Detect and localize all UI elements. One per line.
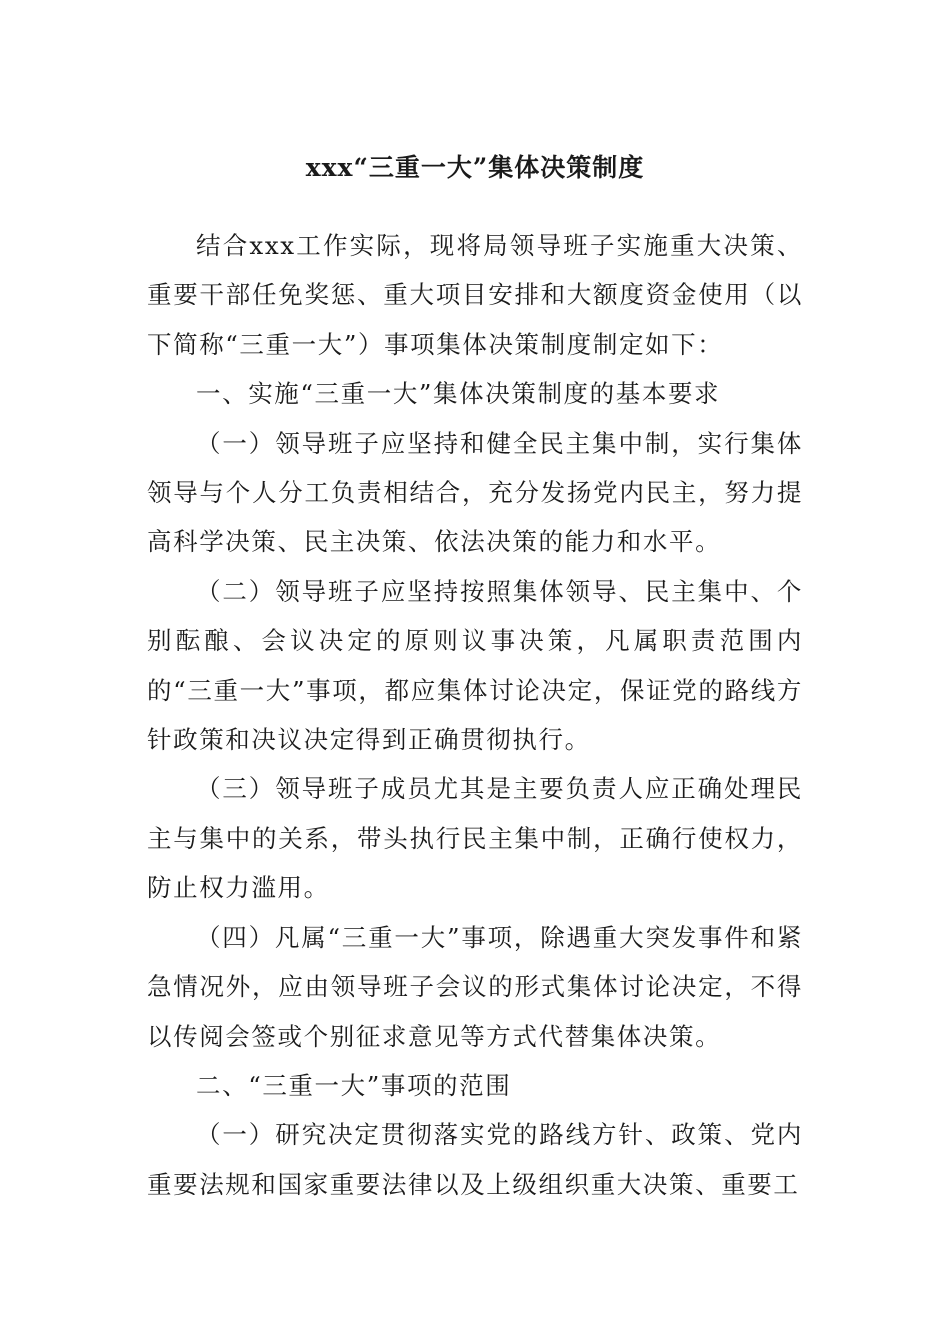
section-heading-2: 二、“三重一大”事项的范围	[196, 1070, 512, 1100]
paragraph-1-3: （三）领导班子成员尤其是主要负责人应正确处理民主与集中的关系，带头执行民主集中制，正确行使权力，防止权力滥用。	[147, 774, 803, 903]
document-title: xxx“三重一大”集体决策制度	[305, 153, 645, 182]
paragraph-1-4: （四）凡属“三重一大”事项，除遇重大突发事件和紧急情况外，应由领导班子会议的形式集体讨论决定，不得以传阅会签或个别征求意见等方式代替集体决策。	[147, 922, 803, 1051]
document-body	[147, 221, 803, 1209]
paragraph-1-2: （二）领导班子应坚持按照集体领导、民主集中、个别酝酿、会议决定的原则议事决策，凡属职责范围内的“三重一大”事项，都应集体讨论决定，保证党的路线方针政策和决议决定得到正确贯彻执行。	[147, 576, 803, 755]
intro-paragraph: 结合xxx工作实际，现将局领导班子实施重大决策、重要干部任免奖惩、重大项目安排和大额度资金使用（以下简称“三重一大”）事项集体决策制度制定如下：	[147, 231, 803, 359]
paragraph-1-1: （一）领导班子应坚持和健全民主集中制，实行集体领导与个人分工负责相结合，充分发扬党内民主，努力提高科学决策、民主决策、依法决策的能力和水平。	[147, 428, 803, 557]
paragraph-2-1: （一）研究决定贯彻落实党的路线方针、政策、党内重要法规和国家重要法律以及上级组织重大决策、重要工	[147, 1120, 803, 1199]
section-heading-1: 一、实施“三重一大”集体决策制度的基本要求	[196, 379, 721, 409]
